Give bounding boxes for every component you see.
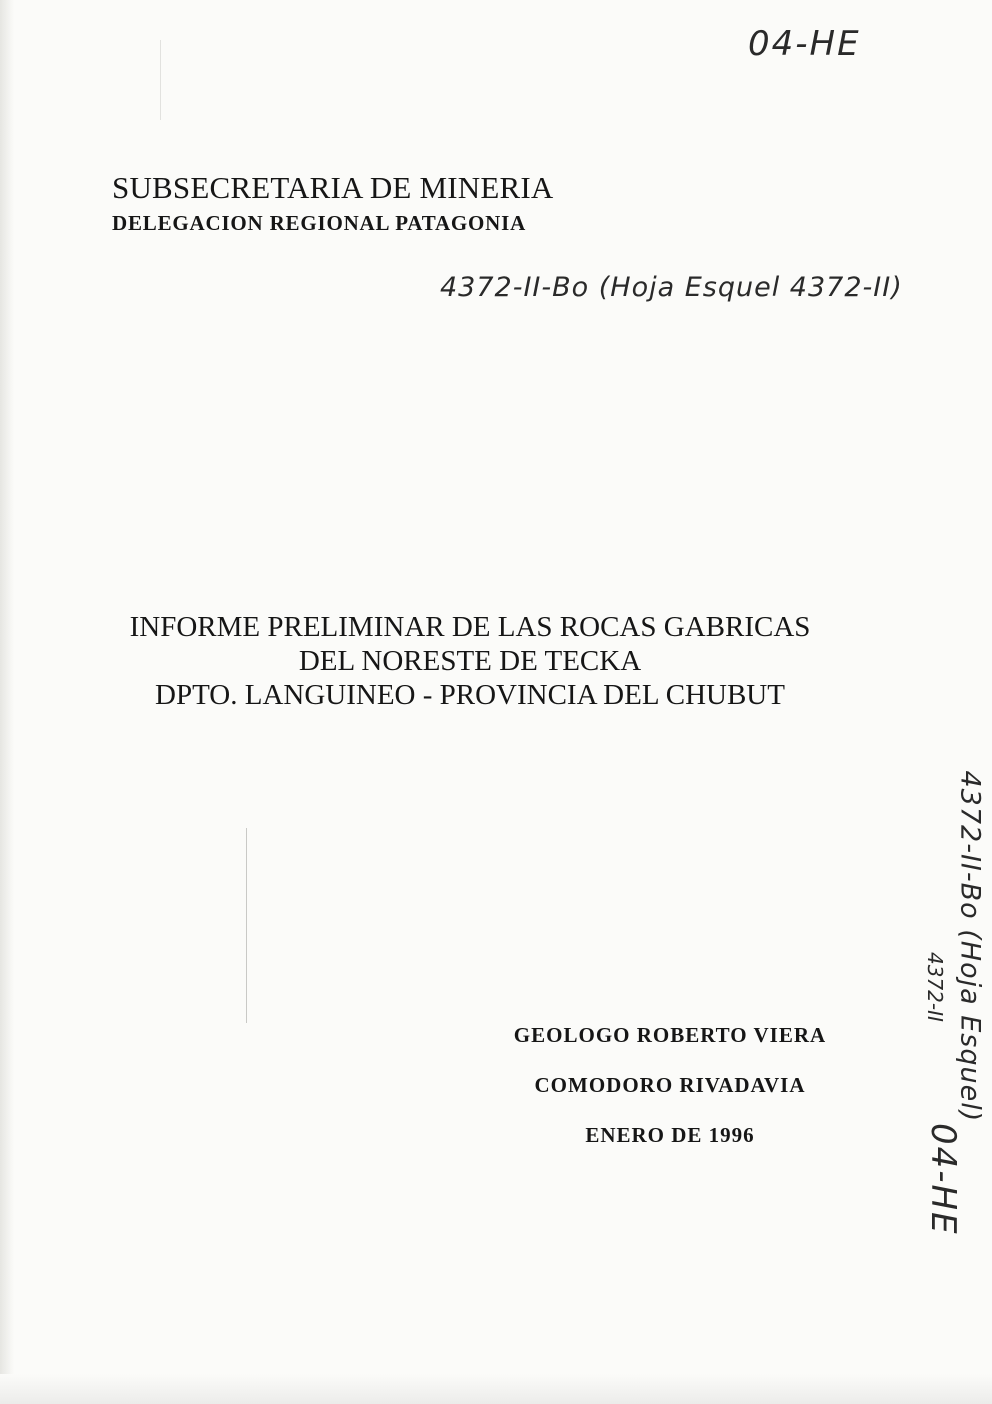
scan-mark-vertical: [246, 828, 247, 1023]
handwritten-side-code: 04-HE: [923, 1123, 963, 1236]
handwritten-sheet-note: 4372-II-Bo (Hoja Esquel 4372-II): [440, 272, 903, 303]
scan-edge-left: [0, 0, 14, 1404]
scan-edge-bottom: [0, 1374, 992, 1404]
handwritten-side-subnote: 4372-II: [923, 952, 947, 1022]
delegation-subtitle: DELEGACION REGIONAL PATAGONIA: [112, 211, 527, 235]
author-block: [440, 1020, 900, 1170]
report-title-line-1: INFORME PRELIMINAR DE LAS ROCAS GABRICAS: [129, 611, 811, 643]
organization-title: SUBSECRETARIA DE MINERIA: [112, 170, 554, 205]
author-name: GEOLOGO ROBERTO VIERA: [513, 1023, 827, 1047]
report-date: ENERO DE 1996: [585, 1123, 755, 1147]
report-title: [100, 610, 840, 712]
handwritten-top-code: 04-HE: [748, 24, 861, 64]
report-title-line-2: DEL NORESTE DE TECKA: [298, 645, 642, 677]
report-title-line-3: DPTO. LANGUINEO - PROVINCIA DEL CHUBUT: [155, 679, 785, 711]
author-place: COMODORO RIVADAVIA: [534, 1073, 806, 1097]
handwritten-side-note: 4372-II-Bo (Hoja Esquel): [954, 770, 986, 1123]
scan-mark-top: [160, 40, 161, 120]
